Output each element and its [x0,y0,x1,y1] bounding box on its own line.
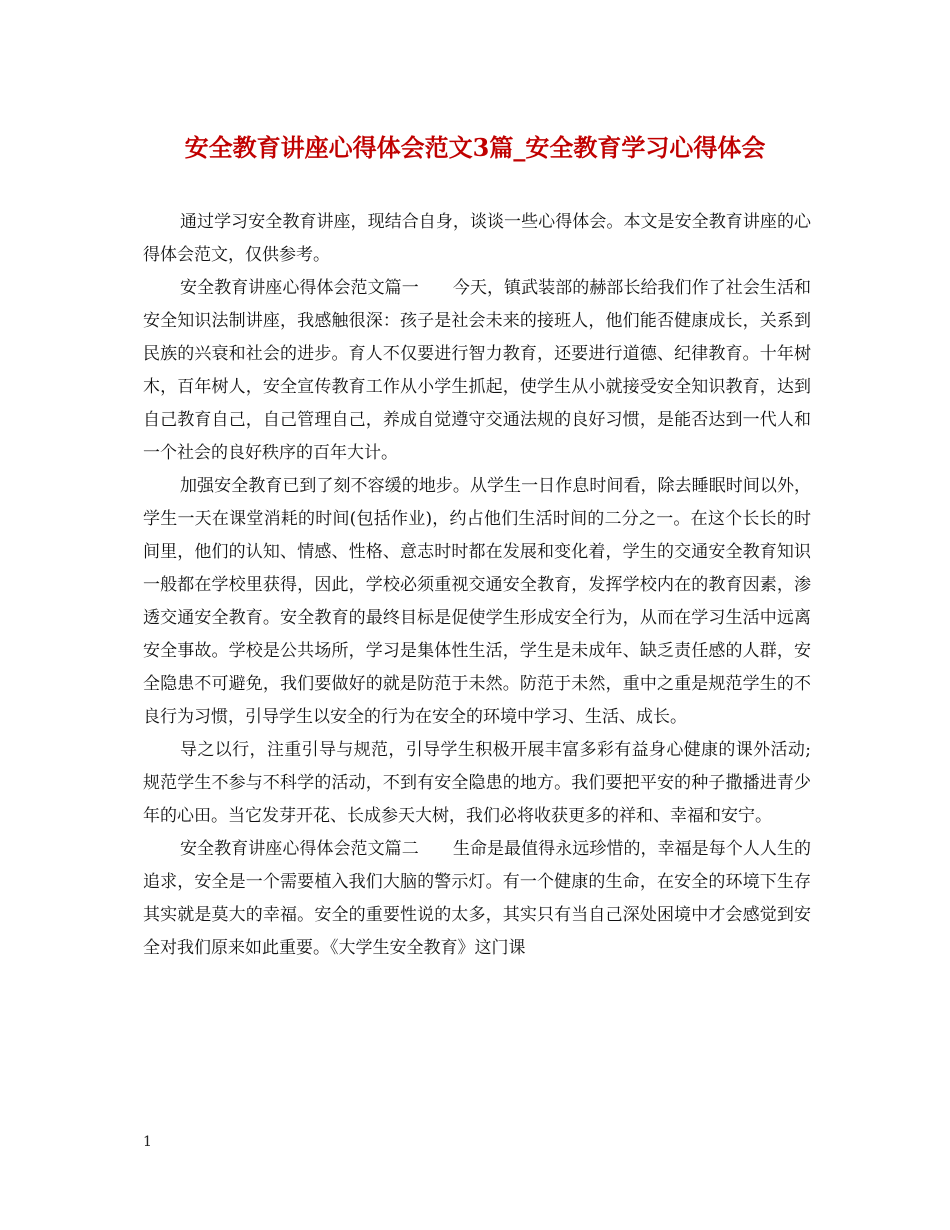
paragraph-essay-one: 安全教育讲座心得体会范文篇一 今天，镇武装部的赫部长给我们作了社会生活和安全知识法制讲座，我感触很深：孩子是社会未来的接班人，他们能否健康成长，关系到民族的兴衰和社会的进步。育人不仅要进行智力教育，还要进行道德、纪律教育。十年树木，百年树人，安全宣传教育工作从小学生抓起，使学生从小就接受安全知识教育，达到自己教育自己，自己管理自己，养成自觉遵守交通法规的良好习惯，是能否达到一代人和一个社会的良好秩序的百年大计。 [143,278,811,463]
page-number: 1 [143,1134,152,1150]
paragraph-essay-two: 安全教育讲座心得体会范文篇二 生命是最值得永远珍惜的，幸福是每个人人生的追求，安全是一个需要植入我们大脑的警示灯。有一个健康的生命，在安全的环境下生存其实就是莫大的幸福。安全的重要性说的太多，其实只有当自己深处困境中才会感觉到安全对我们原来如此重要。《大学生安全教育》这门课 [143,839,811,958]
paragraph-safety-urgency: 加强安全教育已到了刻不容缓的地步。从学生一日作息时间看，除去睡眠时间以外，学生一天在课堂消耗的时间(包括作业)，约占他们生活时间的二分之一。在这个长长的时间里，他们的认知、情感、性格、意志时时都在发展和变化着，学生的交通安全教育知识一般都在学校里获得，因此，学校必须重视交通安全教育，发挥学校内在的教育因素，渗透交通安全教育。安全教育的最终目标是促使学生形成安全行为，从而在学习生活中远离安全事故。学校是公共场所，学习是集体性生活，学生是未成年、缺乏责任感的人群，安全隐患不可避免，我们要做好的就是防范于未然。防范于未然，重中之重是规范学生的不良行为习惯，引导学生以安全的行为在安全的环境中学习、生活、成长。 [143,476,811,727]
paragraph-guidance: 导之以行，注重引导与规范，引导学生积极开展丰富多彩有益身心健康的课外活动;规范学生不参与不科学的活动，不到有安全隐患的地方。我们要把平安的种子撒播进青少年的心田。当它发芽开花、长成参天大树，我们必将收获更多的祥和、幸福和安宁。 [143,740,811,826]
document-body [143,206,811,965]
paragraph-intro: 通过学习安全教育讲座，现结合自身，谈谈一些心得体会。本文是安全教育讲座的心得体会范文，仅供参考。 [143,212,811,265]
document-title: 安全教育讲座心得体会范文3篇_安全教育学习心得体会 [184,133,766,162]
